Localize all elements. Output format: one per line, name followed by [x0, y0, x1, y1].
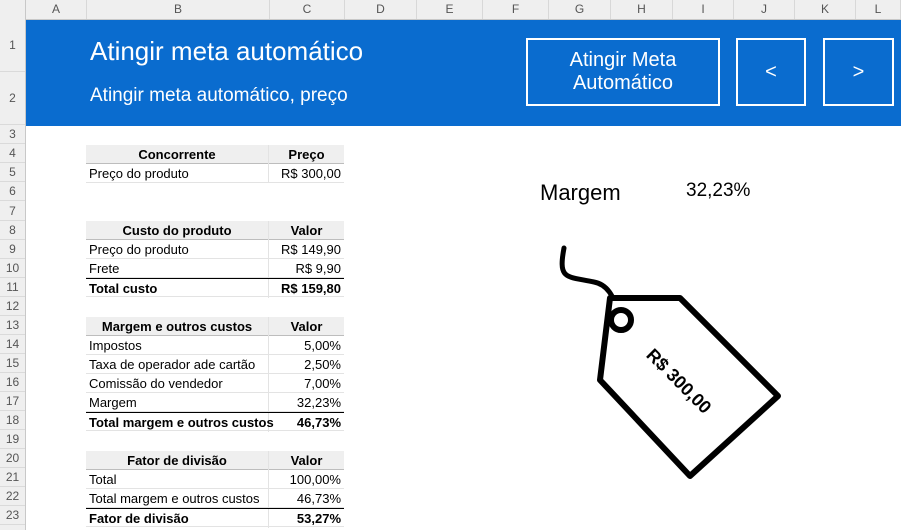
table-row — [86, 240, 344, 259]
division-factor-table — [86, 451, 344, 527]
row-header[interactable]: 9 — [0, 240, 25, 259]
product-cost-table — [86, 221, 344, 297]
column-header-bar — [0, 0, 901, 20]
table-row — [86, 355, 344, 374]
table-total-row — [86, 412, 344, 431]
value-cell[interactable]: 46,73% — [296, 491, 341, 506]
page-subtitle: Atingir meta automático, preço — [90, 85, 348, 106]
label-cell[interactable]: Fator de divisão — [86, 509, 269, 528]
label-cell[interactable]: Preço do produto — [86, 164, 269, 183]
table-header-row — [86, 145, 344, 164]
row-header[interactable]: 6 — [0, 182, 25, 201]
value-cell[interactable]: R$ 159,80 — [281, 281, 341, 296]
header-cell[interactable]: Valor — [290, 319, 323, 334]
table-row — [86, 470, 344, 489]
value-cell[interactable]: 2,50% — [304, 357, 341, 372]
previous-button[interactable]: < — [736, 38, 806, 106]
header-cell[interactable]: Custo do produto — [86, 221, 269, 240]
header-cell[interactable]: Fator de divisão — [86, 451, 269, 470]
row-header[interactable]: 15 — [0, 354, 25, 373]
column-header-g[interactable]: G — [549, 0, 611, 19]
label-cell[interactable]: Impostos — [86, 336, 269, 355]
label-cell[interactable]: Total margem e outros custos — [86, 489, 269, 508]
row-header[interactable]: 18 — [0, 411, 25, 430]
row-header[interactable]: 13 — [0, 316, 25, 335]
column-header-l[interactable]: L — [856, 0, 901, 19]
value-cell[interactable]: 5,00% — [304, 338, 341, 353]
label-cell[interactable]: Margem — [86, 393, 269, 412]
label-cell[interactable]: Total custo — [86, 279, 269, 298]
label-cell[interactable]: Total margem e outros custos — [86, 413, 269, 432]
header-cell[interactable]: Valor — [290, 453, 323, 468]
row-header[interactable]: 10 — [0, 259, 25, 278]
select-all-corner[interactable] — [0, 0, 26, 19]
value-cell[interactable]: 46,73% — [296, 415, 341, 430]
goal-seek-button[interactable]: Atingir Meta Automático — [526, 38, 720, 106]
table-row — [86, 259, 344, 278]
column-header-e[interactable]: E — [417, 0, 483, 19]
row-header[interactable]: 21 — [0, 468, 25, 487]
row-header[interactable]: 22 — [0, 487, 25, 506]
column-header-c[interactable]: C — [270, 0, 345, 19]
header-cell[interactable]: Concorrente — [86, 145, 269, 164]
margin-value: 32,23% — [686, 180, 751, 201]
label-cell[interactable]: Total — [86, 470, 269, 489]
value-cell[interactable]: 53,27% — [296, 511, 341, 526]
price-tag-icon — [540, 240, 800, 495]
row-header-bar — [0, 19, 26, 530]
row-header[interactable]: 17 — [0, 392, 25, 411]
margin-costs-table — [86, 317, 344, 431]
column-header-i[interactable]: I — [673, 0, 734, 19]
row-header[interactable]: 5 — [0, 163, 25, 182]
column-header-a[interactable]: A — [26, 0, 87, 19]
row-header[interactable]: 14 — [0, 335, 25, 354]
column-header-d[interactable]: D — [345, 0, 417, 19]
table-total-row — [86, 278, 344, 297]
table-row — [86, 164, 344, 183]
column-header-j[interactable]: J — [734, 0, 795, 19]
column-header-f[interactable]: F — [483, 0, 549, 19]
column-header-k[interactable]: K — [795, 0, 856, 19]
competitor-table — [86, 145, 344, 183]
value-cell[interactable]: 32,23% — [296, 395, 341, 410]
table-total-row — [86, 508, 344, 527]
value-cell[interactable]: R$ 149,90 — [281, 242, 341, 257]
row-header[interactable]: 2 — [0, 72, 25, 125]
table-row — [86, 336, 344, 355]
row-header[interactable]: 3 — [0, 125, 25, 144]
label-cell[interactable]: Frete — [86, 259, 269, 278]
value-cell[interactable]: R$ 9,90 — [295, 261, 341, 276]
row-header[interactable]: 4 — [0, 144, 25, 163]
header-cell[interactable]: Preço — [288, 147, 325, 162]
row-header[interactable]: 7 — [0, 201, 25, 221]
header-cell[interactable]: Margem e outros custos — [86, 317, 269, 336]
label-cell[interactable]: Taxa de operador ade cartão — [86, 355, 269, 374]
table-row — [86, 489, 344, 508]
row-header[interactable]: 20 — [0, 449, 25, 468]
row-header[interactable]: 23 — [0, 506, 25, 525]
value-cell[interactable]: 100,00% — [289, 472, 341, 487]
table-header-row — [86, 451, 344, 470]
page-title: Atingir meta automático — [90, 36, 364, 66]
value-cell[interactable]: R$ 300,00 — [281, 166, 341, 181]
table-row — [86, 374, 344, 393]
margin-label: Margem — [540, 180, 621, 205]
row-header[interactable]: 19 — [0, 430, 25, 449]
label-cell[interactable]: Comissão do vendedor — [86, 374, 269, 393]
row-header[interactable]: 8 — [0, 221, 25, 240]
table-row — [86, 393, 344, 412]
row-header[interactable]: 16 — [0, 373, 25, 392]
label-cell[interactable]: Preço do produto — [86, 240, 269, 259]
row-header[interactable]: 11 — [0, 278, 25, 297]
row-header[interactable]: 1 — [0, 19, 25, 72]
row-header[interactable]: 12 — [0, 297, 25, 316]
table-header-row — [86, 317, 344, 336]
header-cell[interactable]: Valor — [290, 223, 323, 238]
column-header-b[interactable]: B — [87, 0, 270, 19]
price-tag-text: R$ 300,00 — [642, 344, 716, 418]
value-cell[interactable]: 7,00% — [304, 376, 341, 391]
next-button[interactable]: > — [823, 38, 894, 106]
table-header-row — [86, 221, 344, 240]
column-header-h[interactable]: H — [611, 0, 673, 19]
